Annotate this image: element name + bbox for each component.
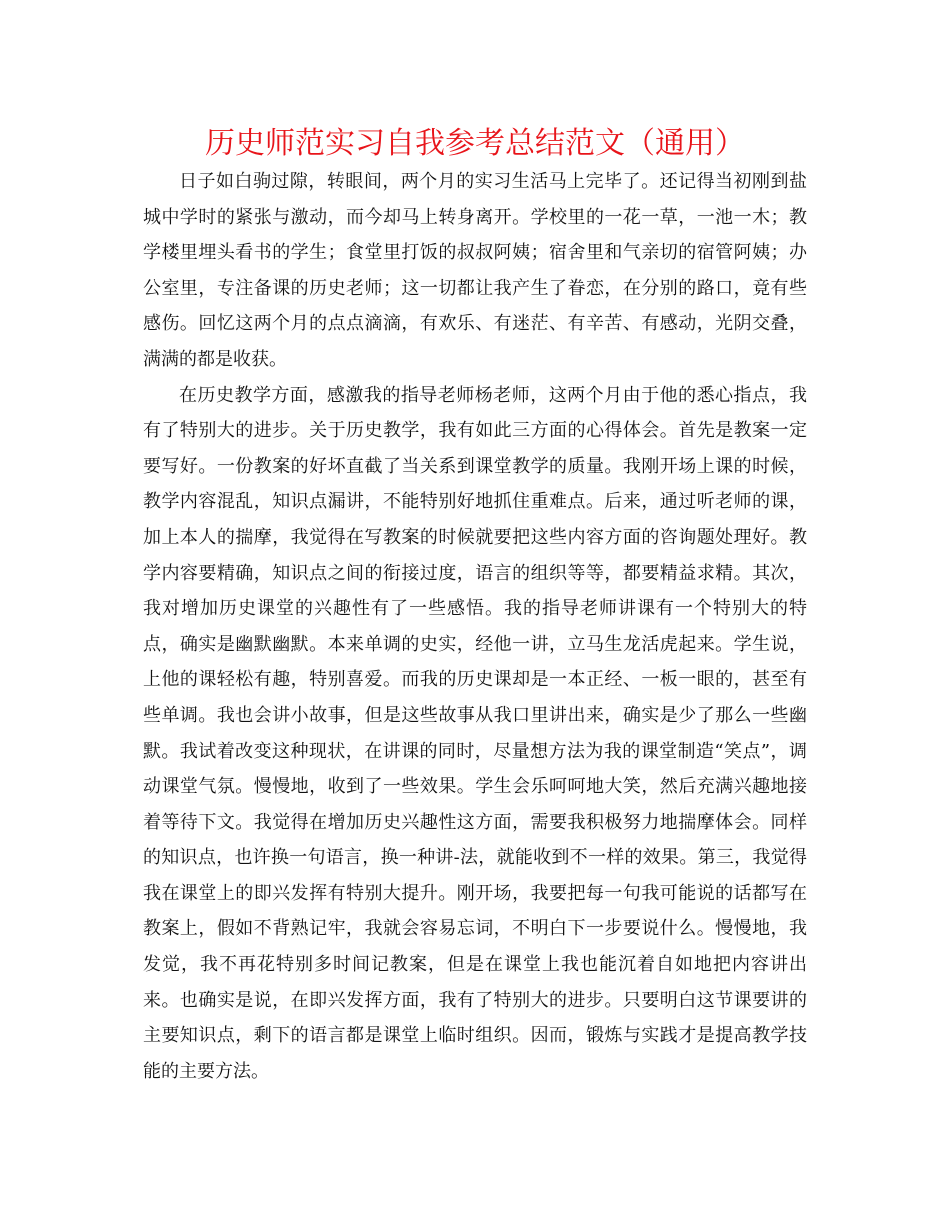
paragraph-teaching: 在历史教学方面，感激我的指导老师杨老师，这两个月由于他的悉心指点，我有了特别大的进步。关于历史教学，我有如此三方面的心得体会。首先是教案一定要写好。一份教案的好坏直截了当关系到课堂教学的质量。我刚开场上课的时候，教学内容混乱，知识点漏讲，不能特别好地抓住重难点。后来，通过听老师的课，加上本人的揣摩，我觉得在写教案的时候就要把这些内容方面的咨询题处理好。教学内容要精确，知识点之间的衔接过度，语言的组织等等，都要精益求精。其次，我对增加历史课堂的兴趣性有了一些感悟。我的指导老师讲课有一个特别大的特点，确实是幽默幽默。本来单调的史实，经他一讲，立马生龙活虎起来。学生说，上他的课轻松有趣，特别喜爱。而我的历史课却是一本正经、一板一眼的，甚至有些单调。我也会讲小故事，但是这些故事从我口里讲出来，确实是少了那么一些幽默。我试着改变这种现状，在讲课的同时，尽量想方法为我的课堂制造“笑点”，调动课堂气氛。慢慢地，收到了一些效果。学生会乐呵呵地大笑，然后充满兴趣地接着等待下文。我觉得在增加历史兴趣性这方面，需要我积极努力地揣摩体会。同样的知识点，也许换一句语言，换一种讲-法，就能收到不一样的效果。第三，我觉得我在课堂上的即兴发挥有特别大提升。刚开场，我要把每一句我可能说的话都写在教案上，假如不背熟记牢，我就会容易忘词，不明白下一步要说什么。慢慢地，我发觉，我不再花特别多时间记教案，但是在课堂上我也能沉着自如地把内容讲出来。也确实是说，在即兴发挥方面，我有了特别大的进步。只要明白这节课要讲的主要知识点，剩下的语言都是课堂上临时组织。因而，锻炼与实践才是提高教学技能的主要方法。 xyxy=(143,384,807,1082)
paragraph-intro: 日子如白驹过隙，转眼间，两个月的实习生活马上完毕了。还记得当初刚到盐城中学时的紧张与激动，而今却马上转身离开。学校里的一花一草，一池一木；教学楼里埋头看书的学生；食堂里打饭的叔叔阿姨；宿舍里和气亲切的宿管阿姨；办公室里，专注备课的历史老师；这一切都让我产生了眷恋，在分别的路口，竟有些感伤。回忆这两个月的点点滴滴，有欢乐、有迷茫、有辛苦、有感动，光阴交叠，满满的都是收获。 xyxy=(143,171,807,370)
document-title: 历史师范实习自我参考总结范文（通用） xyxy=(205,126,745,161)
document-body xyxy=(143,164,807,1089)
